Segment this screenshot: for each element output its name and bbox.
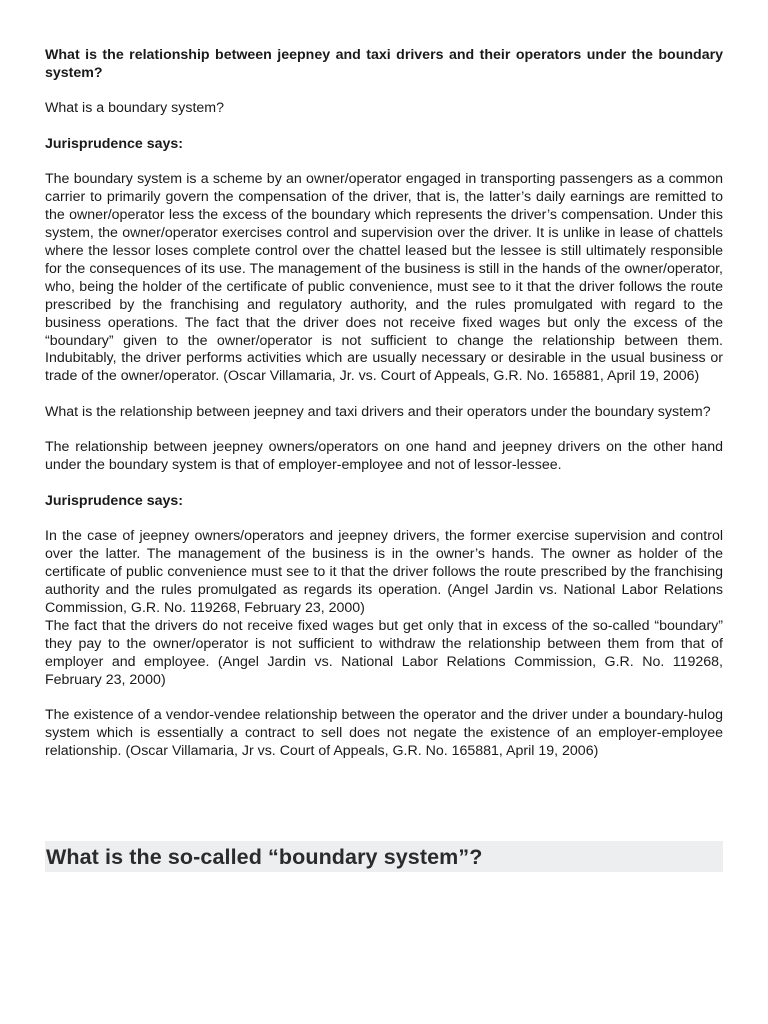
jardin-case-paragraph-1: In the case of jeepney owners/operators and jeepney drivers, the former exercise supervision and control over the latter. The management of the business is in the owner’s hands. The owner as holder of the certificate of public convenience must see to it that the driver follows the route prescribed by the franchising authority and the rules promulgated as regards its operation. (Angel Jardin vs. National Labor Relations Commission, G.R. No. 119268, February 23, 2000) <box>45 528 723 616</box>
section-heading: What is the so-called “boundary system”? <box>46 845 483 869</box>
jardin-case-paragraph-2: The fact that the drivers do not receive fixed wages but get only that in excess of the so-called “boundary” they pay to the owner/operator is not sufficient to withdraw the relationship between them from that of employer and employee. (Angel Jardin vs. National Labor Relations Commission, G.R. No. 119268, February 23, 2000) <box>45 617 723 688</box>
question-title: What is the relationship between jeepney and taxi drivers and their operators under the boundary system? <box>45 47 723 81</box>
jurisprudence-label-1: Jurisprudence says: <box>45 135 183 152</box>
boundary-system-definition: The boundary system is a scheme by an owner/operator engaged in transporting passengers as a common carrier to primarily govern the compensation of the driver, that is, the latter’s daily earnings are remitted to the owner/operator less the excess of the boundary which represents the driver’s compensation. Under this system, the owner/operator exercises control and supervision over the driver. It is unlike in lease of chattels where the lessor loses complete control over the chattel leased but the lessee is still ultimately responsible for the consequences of its use. The management of the business is still in the hands of the owner/operator, who, being the holder of the certificate of public convenience, must see to it that the driver follows the route prescribed by the franchising and regulatory authority, and the rules promulgated with regard to the business operations. The fact that the driver does not receive fixed wages but only the excess of the “boundary” given to the owner/operator is not sufficient to change the relationship between them. Indubitably, the driver performs activities which are usually necessary or desirable in the usual business or trade of the owner/operator. (Oscar Villamaria, Jr. vs. Court of Appeals, G.R. No. 165881, April 19, 2006) <box>45 171 723 385</box>
answer-relationship: The relationship between jeepney owners/operators on one hand and jeepney drivers on the other hand under the boundary system is that of employer-employee and not of lessor-lessee. <box>45 439 723 474</box>
question-relationship: What is the relationship between jeepney and taxi drivers and their operators under the boundary system? <box>45 403 711 420</box>
vendor-vendee-paragraph: The existence of a vendor-vendee relationship between the operator and the driver under a boundary-hulog system which is essentially a contract to sell does not negate the existence of an employer-employee relationship. (Oscar Villamaria, Jr vs. Court of Appeals, G.R. No. 165881, April 19, 2006) <box>45 707 723 759</box>
question-what-is-boundary: What is a boundary system? <box>45 100 224 117</box>
document-body <box>45 47 723 761</box>
jurisprudence-label-2: Jurisprudence says: <box>45 492 183 509</box>
